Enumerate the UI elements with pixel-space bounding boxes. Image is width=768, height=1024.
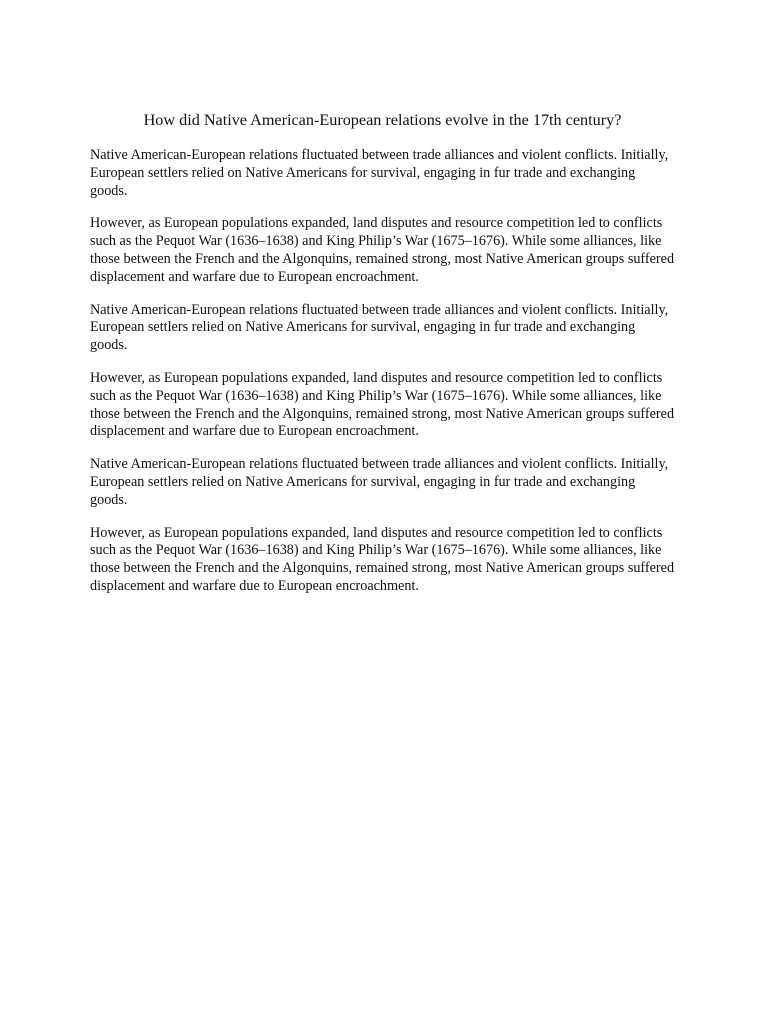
paragraph-1: Native American-European relations fluctuated between trade alliances and violent conflicts. Initially, European settlers relied on Native Americans for survival, engaging in fur trade and exchanging goods.: [90, 147, 669, 199]
paragraph-3: Native American-European relations fluctuated between trade alliances and violent conflicts. Initially, European settlers relied on Native Americans for survival, engaging in fur trade and exchanging goods.: [90, 301, 669, 354]
paragraph-4: However, as European populations expanded, land disputes and resource competition led to conflicts such as the Pequot War (1636–1638) and King Philip’s War (1675–1676). While some alliances, like those between the French and the Algonquins, remained strong, most Native American groups suffered displacement and warfare due to European encroachment.: [90, 369, 675, 440]
paragraph-2: However, as European populations expanded, land disputes and resource competition led to conflicts such as the Pequot War (1636–1638) and King Philip’s War (1675–1676). While some alliances, like those between the French and the Algonquins, remained strong, most Native American groups suffered displacement and warfare due to European encroachment.: [90, 215, 675, 285]
document-body: [90, 110, 675, 611]
paragraph-6: However, as European populations expanded, land disputes and resource competition led to conflicts such as the Pequot War (1636–1638) and King Philip’s War (1675–1676). While some alliances, like those between the French and the Algonquins, remained strong, most Native American groups suffered displacement and warfare due to European encroachment.: [90, 524, 675, 594]
paragraph-5: Native American-European relations fluctuated between trade alliances and violent conflicts. Initially, European settlers relied on Native Americans for survival, engaging in fur trade and exchanging goods.: [90, 456, 669, 508]
document-title: How did Native American-European relations evolve in the 17th century?: [143, 111, 622, 129]
